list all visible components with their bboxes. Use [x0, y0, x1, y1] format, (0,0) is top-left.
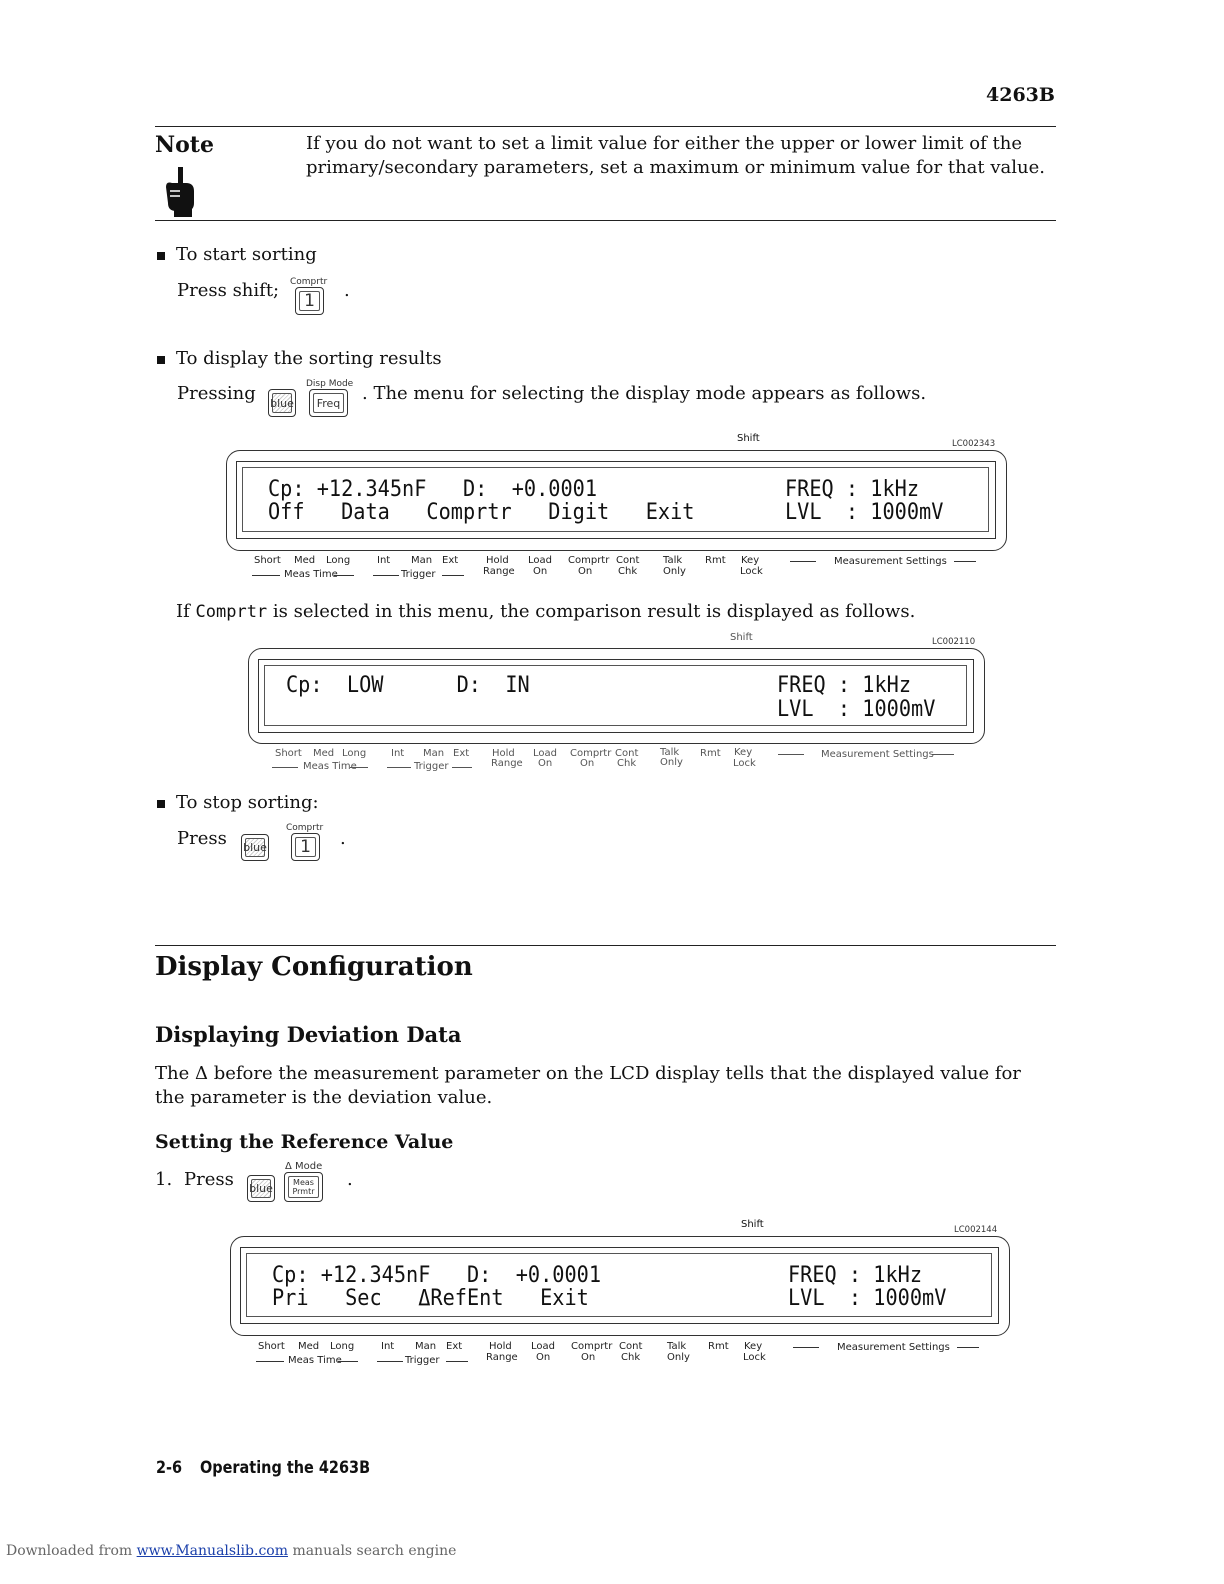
- long-label: Long: [326, 555, 351, 566]
- chapter-title: Operating the 4263B: [200, 1458, 371, 1478]
- comprtr-key-label: Comprtr: [290, 277, 328, 287]
- blue-key-button[interactable]: [268, 389, 296, 417]
- key-1-label: 1: [299, 291, 320, 311]
- only-label: Only: [663, 566, 686, 577]
- lcd-line2-right: LVL : 1000mV: [788, 1286, 947, 1311]
- blue-key-label: blue: [245, 838, 265, 857]
- note-top-rule: [155, 126, 1056, 127]
- comprtr-sentence-before: If: [176, 601, 190, 622]
- meas-prmtr-key-button[interactable]: [284, 1172, 323, 1202]
- lcd-line1-left: Cp: +12.345nF D: +0.0001: [268, 477, 598, 502]
- lcd-line2-right: LVL : 1000mV: [785, 500, 944, 525]
- lock-label: Lock: [740, 566, 763, 577]
- int-label: Int: [377, 555, 391, 566]
- lcd-line1-left: Cp: LOW D: IN: [286, 673, 530, 698]
- note-bottom-rule: [155, 220, 1056, 221]
- chk-label: Chk: [618, 566, 638, 577]
- step-instruction: Press: [184, 1169, 234, 1190]
- load-label: Load: [528, 555, 552, 566]
- hold-label: Hold: [486, 555, 509, 566]
- pointing-hand-icon: [162, 165, 198, 219]
- freq-key-button[interactable]: [309, 389, 348, 417]
- note-text: If you do not want to set a limit value for either the upper or lower limit of the primary/secondary parameters, set a maximum or minimum value for that value.: [306, 133, 1045, 178]
- section-paragraph: The Δ before the measurement parameter on the LCD display tells that the displayed value for the parameter is the deviation value.: [155, 1063, 1021, 1108]
- trigger-label: Trigger: [405, 1355, 440, 1366]
- blue-key-button[interactable]: [241, 834, 269, 861]
- key-1-button[interactable]: [291, 833, 320, 861]
- hold-label: Hold: [492, 748, 515, 759]
- lcd-line1-right: FREQ : 1kHz: [777, 673, 912, 698]
- stop-sorting-title: To stop sorting:: [176, 792, 319, 813]
- start-sorting-title: To start sorting: [176, 244, 317, 265]
- bullet-icon: [157, 800, 165, 808]
- shift-label: Shift: [737, 433, 760, 444]
- cont-label: Cont: [615, 748, 639, 759]
- rmt-label: Rmt: [708, 1341, 729, 1352]
- lock-label: Lock: [743, 1352, 766, 1363]
- section-rule: [155, 945, 1056, 946]
- section-title: Display Configuration: [155, 952, 473, 982]
- delta-mode-key-label: Δ Mode: [285, 1161, 323, 1172]
- comprtr-label: Comprtr: [571, 1341, 613, 1352]
- range-label: Range: [483, 566, 515, 577]
- talk-label: Talk: [663, 555, 683, 566]
- only-label: Only: [667, 1352, 690, 1363]
- key-1-button[interactable]: [295, 287, 324, 315]
- int-label: Int: [391, 748, 405, 759]
- load-on-label: On: [538, 758, 553, 769]
- meas-time-label: Meas Time: [284, 569, 338, 580]
- ext-label: Ext: [442, 555, 459, 566]
- comprtr-label: Comprtr: [570, 748, 612, 759]
- period: .: [347, 1169, 353, 1190]
- meas-time-label: Meas Time: [303, 761, 357, 772]
- download-footer: [6, 1543, 456, 1559]
- key-label: Key: [744, 1341, 763, 1352]
- short-label: Short: [275, 748, 302, 759]
- disp-mode-key-label: Disp Mode: [306, 379, 354, 389]
- subsection-title: Setting the Reference Value: [155, 1131, 454, 1153]
- lcd-line2-left: Off Data Comprtr Digit Exit: [268, 500, 695, 525]
- med-label: Med: [294, 555, 316, 566]
- comprtr-key-label: Comprtr: [286, 823, 324, 833]
- blue-key-label: blue: [251, 1179, 271, 1198]
- short-label: Short: [258, 1341, 285, 1352]
- trigger-label: Trigger: [414, 761, 449, 772]
- lcd-line1-right: FREQ : 1kHz: [785, 477, 920, 502]
- bullet-icon: [157, 356, 165, 364]
- lcd-line2-right: LVL : 1000mV: [777, 697, 936, 722]
- figure-code: LC002343: [952, 439, 996, 449]
- rmt-label: Rmt: [705, 555, 726, 566]
- footer-tail-text: manuals search engine: [292, 1543, 457, 1559]
- bullet-icon: [157, 252, 165, 260]
- lock-label: Lock: [733, 758, 756, 769]
- measurement-settings-label: Measurement Settings: [837, 1342, 950, 1353]
- comprtr-on-label: On: [580, 758, 595, 769]
- man-label: Man: [411, 555, 433, 566]
- comprtr-sentence-after: is selected in this menu, the comparison result is displayed as follows.: [272, 601, 916, 622]
- note-label: Note: [155, 132, 214, 158]
- start-sorting-instruction: Press shift;: [177, 280, 280, 301]
- freq-key-label: Freq: [313, 393, 344, 413]
- measurement-settings-label: Measurement Settings: [821, 749, 934, 760]
- step-number: 1.: [155, 1169, 173, 1190]
- lcd-line1-left: Cp: +12.345nF D: +0.0001: [272, 1263, 602, 1288]
- chk-label: Chk: [621, 1352, 641, 1363]
- range-label: Range: [491, 758, 523, 769]
- shift-label: Shift: [741, 1219, 764, 1230]
- long-label: Long: [330, 1341, 355, 1352]
- section-subtitle: Displaying Deviation Data: [155, 1022, 462, 1047]
- rmt-label: Rmt: [700, 748, 721, 759]
- ext-label: Ext: [446, 1341, 463, 1352]
- chk-label: Chk: [617, 758, 637, 769]
- hold-label: Hold: [489, 1341, 512, 1352]
- load-label: Load: [533, 748, 557, 759]
- manualslib-link[interactable]: www.Manualslib.com: [136, 1543, 288, 1559]
- period: .: [344, 280, 350, 301]
- comprtr-sentence: [176, 600, 915, 624]
- measurement-settings-label: Measurement Settings: [834, 556, 947, 567]
- meas-prmtr-key-face: [288, 1176, 319, 1198]
- blue-key-button[interactable]: [247, 1175, 275, 1202]
- blue-key-label: blue: [272, 393, 292, 413]
- figure-code: LC002144: [954, 1225, 998, 1235]
- med-label: Med: [313, 748, 335, 759]
- figure-code: LC002110: [932, 637, 976, 647]
- stop-sorting-instruction: Press: [177, 828, 227, 849]
- shift-label: Shift: [730, 632, 753, 643]
- lcd-line1-right: FREQ : 1kHz: [788, 1263, 923, 1288]
- header-model: 4263B: [986, 84, 1055, 106]
- key-1-label: 1: [295, 837, 316, 857]
- key-label: Key: [734, 747, 753, 758]
- load-on-label: On: [533, 566, 548, 577]
- talk-label: Talk: [667, 1341, 687, 1352]
- comprtr-on-label: On: [581, 1352, 596, 1363]
- talk-label: Talk: [660, 747, 680, 758]
- meas-prmtr-key-line1: Meas: [293, 1178, 314, 1187]
- load-label: Load: [531, 1341, 555, 1352]
- range-label: Range: [486, 1352, 518, 1363]
- man-label: Man: [415, 1341, 437, 1352]
- meas-time-label: Meas Time: [288, 1355, 342, 1366]
- cont-label: Cont: [619, 1341, 643, 1352]
- man-label: Man: [423, 748, 445, 759]
- period: .: [340, 828, 346, 849]
- long-label: Long: [342, 748, 367, 759]
- display-results-instruction: Pressing: [177, 383, 256, 404]
- downloaded-from-text: Downloaded from: [6, 1543, 133, 1559]
- display-results-after: . The menu for selecting the display mode appears as follows.: [362, 383, 927, 404]
- page-number: 2-6: [156, 1458, 183, 1478]
- med-label: Med: [298, 1341, 320, 1352]
- trigger-label: Trigger: [401, 569, 436, 580]
- int-label: Int: [381, 1341, 395, 1352]
- lcd-line2-left: Pri Sec ΔRefEnt Exit: [272, 1286, 589, 1311]
- only-label: Only: [660, 757, 683, 768]
- display-results-title: To display the sorting results: [176, 348, 442, 369]
- cont-label: Cont: [616, 555, 640, 566]
- ext-label: Ext: [453, 748, 470, 759]
- comprtr-label: Comprtr: [568, 555, 610, 566]
- meas-prmtr-key-line2: Prmtr: [292, 1187, 315, 1196]
- comprtr-code: Comprtr: [195, 602, 268, 622]
- key-label: Key: [741, 555, 760, 566]
- comprtr-on-label: On: [578, 566, 593, 577]
- short-label: Short: [254, 555, 281, 566]
- load-on-label: On: [536, 1352, 551, 1363]
